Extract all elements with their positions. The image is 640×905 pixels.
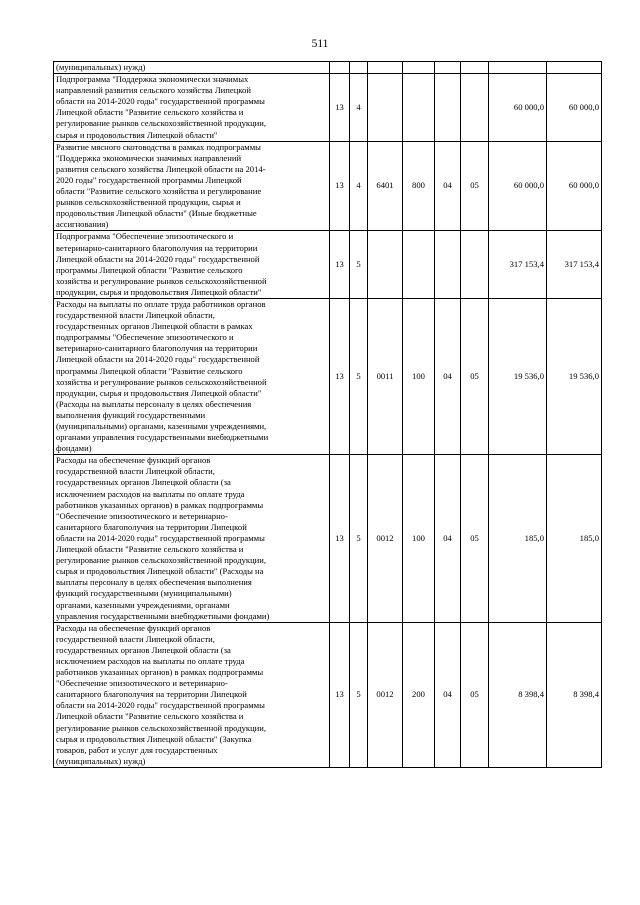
description-line: Подпрограмма "Обеспечение эпизоотического и xyxy=(56,231,234,242)
description-line: Развитие мясного скотоводства в рамках подпрограммы xyxy=(56,141,261,152)
description-line: работников указанных органов) в рамках подпрограммы xyxy=(56,499,264,510)
amount-cell-1: 317 153,4 xyxy=(489,231,547,299)
description-line: фондами) xyxy=(56,443,92,454)
amount-cell-1 xyxy=(489,62,547,74)
description-line: области "Развитие сельского хозяйства и регулирование xyxy=(56,186,262,197)
description-line: государственных органов Липецкой области (за xyxy=(56,644,231,655)
subchapter-code-cell: 05 xyxy=(461,141,489,231)
amount-cell-1: 185,0 xyxy=(489,455,547,622)
description-line: Липецкой области "Развитие сельского хозяйства и xyxy=(56,544,244,555)
description-line: области на 2014-2020 годы" государственной программы xyxy=(56,532,265,543)
description-line: сырья и продовольствия Липецкой области" xyxy=(56,129,218,140)
description-line: (муниципальных) нужд) xyxy=(56,62,146,72)
description-line: (муниципальных) нужд) xyxy=(56,755,146,766)
page-number: 511 xyxy=(311,38,329,50)
chapter-code-cell: 04 xyxy=(435,141,461,231)
subsection-code-cell: 5 xyxy=(350,298,368,454)
subsection-code-cell: 5 xyxy=(350,455,368,622)
description-line: программы Липецкой области "Развитие сельского xyxy=(56,365,243,376)
description-line: санитарного благополучия на территории Липецкой xyxy=(56,521,247,532)
description-line: Липецкой области "Развитие сельского хозяйства и xyxy=(56,107,244,118)
amount-cell-1: 8 398,4 xyxy=(489,622,547,767)
subchapter-code-cell: 05 xyxy=(461,298,489,454)
section-code-cell: 13 xyxy=(330,298,350,454)
description-line: Подпрограмма "Поддержка экономически значимых xyxy=(56,74,249,85)
chapter-code-cell: 04 xyxy=(435,455,461,622)
amount-cell-2: 60 000,0 xyxy=(547,141,602,231)
amount-cell-1: 60 000,0 xyxy=(489,74,547,142)
description-line: "Поддержка экономически значимых направлений xyxy=(56,152,242,163)
amount-cell-2 xyxy=(547,62,602,74)
description-line: 2020 годы" государственной программы Липецкой xyxy=(56,174,242,185)
amount-cell-1: 19 536,0 xyxy=(489,298,547,454)
description-line: продукции, сырья и продовольствия Липецкой области" xyxy=(56,286,262,297)
description-line: (муниципальными) органами, казенными учреждениями, xyxy=(56,421,267,431)
description-line: ветеринарно-санитарного благополучия на территории xyxy=(56,242,258,253)
description-line: Липецкой области "Развитие сельского хозяйства и xyxy=(56,711,244,722)
expense-type-cell: 100 xyxy=(403,455,435,622)
table-row xyxy=(54,62,602,74)
target-article-cell: 0012 xyxy=(368,455,403,622)
description-line: сырья и продовольствия Липецкой области" (Закупка xyxy=(56,733,252,744)
table-row xyxy=(54,455,602,622)
description-line: государственной власти Липецкой области, xyxy=(56,633,215,644)
description-line: функций государственными (муниципальными) xyxy=(56,588,232,599)
expense-type-cell: 200 xyxy=(403,622,435,767)
description-cell xyxy=(54,298,330,454)
description-line: ветеринарно-санитарного благополучия на территории xyxy=(56,343,258,354)
subsection-code-cell: 5 xyxy=(350,622,368,767)
description-line: ассигнования) xyxy=(56,219,109,230)
section-code-cell: 13 xyxy=(330,455,350,622)
target-article-cell: 6401 xyxy=(368,141,403,231)
amount-cell-2: 60 000,0 xyxy=(547,74,602,142)
description-cell xyxy=(54,231,330,299)
description-line: развития сельского хозяйства Липецкой области на 2014- xyxy=(56,163,266,174)
amount-cell-2: 185,0 xyxy=(547,455,602,622)
description-line: Расходы на обеспечение функций органов xyxy=(56,455,211,466)
description-line: государственной власти Липецкой области, xyxy=(56,310,215,321)
target-article-cell: 0011 xyxy=(368,298,403,454)
description-line: направлений развития сельского хозяйства Липецкой xyxy=(56,85,251,96)
chapter-code-cell: 04 xyxy=(435,298,461,454)
target-article-cell xyxy=(368,231,403,299)
subchapter-code-cell: 05 xyxy=(461,622,489,767)
description-line: выплаты персоналу в целях обеспечения выполнения xyxy=(56,577,252,588)
description-line: "Обеспечение эпизоотического и ветеринарно- xyxy=(56,510,228,521)
expense-type-cell xyxy=(403,62,435,74)
amount-cell-2: 8 398,4 xyxy=(547,622,602,767)
description-line: Липецкой области на 2014-2020 годы" государственной xyxy=(56,253,260,264)
section-code-cell xyxy=(330,62,350,74)
description-line: государственных органов Липецкой области (за xyxy=(56,477,231,488)
description-line: работников указанных органов) в рамках подпрограммы xyxy=(56,667,264,678)
description-line: выполнения функций государственными xyxy=(56,409,206,420)
description-line: исключением расходов на выплаты по оплате труда xyxy=(56,488,245,499)
description-line: государственных органов Липецкой области в рамках xyxy=(56,321,253,332)
chapter-code-cell: 04 xyxy=(435,622,461,767)
description-line: управления государственными внебюджетными фондами) xyxy=(56,610,270,621)
description-line: органами, казенными учреждениями, органами xyxy=(56,599,230,610)
description-line: Расходы на выплаты по оплате труда работников органов xyxy=(56,298,266,309)
description-line: регулирование рынков сельскохозяйственной продукции, xyxy=(56,722,267,733)
description-line: органами управления государственными внебюджетными xyxy=(56,432,269,443)
description-line: области на 2014-2020 годы" государственной программы xyxy=(56,700,265,711)
description-line: Липецкой области на 2014-2020 годы" государственной xyxy=(56,354,260,365)
description-line: хозяйства и регулирование рынков сельскохозяйственной xyxy=(56,376,267,387)
table-row xyxy=(54,231,602,299)
description-line: товаров, работ и услуг для государственных xyxy=(56,744,218,755)
description-line: государственной власти Липецкой области, xyxy=(56,466,215,477)
subsection-code-cell: 5 xyxy=(350,231,368,299)
description-line: регулирование рынков сельскохозяйственной продукции, xyxy=(56,555,267,566)
table-body xyxy=(54,62,602,768)
chapter-code-cell xyxy=(435,62,461,74)
description-cell xyxy=(54,141,330,231)
expense-type-cell: 100 xyxy=(403,298,435,454)
budget-table xyxy=(53,61,602,768)
target-article-cell xyxy=(368,62,403,74)
expense-type-cell xyxy=(403,74,435,142)
chapter-code-cell xyxy=(435,231,461,299)
description-line: исключением расходов на выплаты по оплате труда xyxy=(56,655,245,666)
description-line: "Обеспечение эпизоотического и ветеринарно- xyxy=(56,678,228,689)
chapter-code-cell xyxy=(435,74,461,142)
subsection-code-cell: 4 xyxy=(350,74,368,142)
description-cell xyxy=(54,455,330,622)
amount-cell-2: 317 153,4 xyxy=(547,231,602,299)
section-code-cell: 13 xyxy=(330,622,350,767)
subchapter-code-cell xyxy=(461,231,489,299)
target-article-cell: 0012 xyxy=(368,622,403,767)
table-row xyxy=(54,74,602,142)
expense-type-cell xyxy=(403,231,435,299)
description-line: хозяйства и регулирование рынков сельскохозяйственной xyxy=(56,275,267,286)
description-line: подпрограммы "Обеспечение эпизоотического и xyxy=(56,332,234,343)
amount-cell-2: 19 536,0 xyxy=(547,298,602,454)
description-line: рынков сельскохозяйственной продукции, сырья и xyxy=(56,197,241,208)
description-cell xyxy=(54,74,330,142)
description-line: продовольствия Липецкой области" (Иные бюджетные xyxy=(56,208,257,219)
subchapter-code-cell xyxy=(461,62,489,74)
section-code-cell: 13 xyxy=(330,74,350,142)
target-article-cell xyxy=(368,74,403,142)
section-code-cell: 13 xyxy=(330,141,350,231)
description-line: санитарного благополучия на территории Липецкой xyxy=(56,689,247,700)
description-cell xyxy=(54,622,330,767)
description-line: (Расходы на выплаты персоналу в целях обеспечения xyxy=(56,398,252,409)
subchapter-code-cell: 05 xyxy=(461,455,489,622)
expense-type-cell: 800 xyxy=(403,141,435,231)
description-line: Расходы на обеспечение функций органов xyxy=(56,622,211,633)
description-cell xyxy=(54,62,330,74)
description-line: продукции, сырья и продовольствия Липецкой области" xyxy=(56,387,262,398)
subchapter-code-cell xyxy=(461,74,489,142)
subsection-code-cell: 4 xyxy=(350,141,368,231)
table-row xyxy=(54,298,602,454)
table-row xyxy=(54,622,602,767)
description-line: области на 2014-2020 годы" государственной программы xyxy=(56,96,265,107)
table-row xyxy=(54,141,602,231)
subsection-code-cell xyxy=(350,62,368,74)
amount-cell-1: 60 000,0 xyxy=(489,141,547,231)
section-code-cell: 13 xyxy=(330,231,350,299)
description-line: программы Липецкой области "Развитие сельского xyxy=(56,264,243,275)
description-line: сырья и продовольствия Липецкой области" (Расходы на xyxy=(56,566,264,577)
description-line: регулирование рынков сельскохозяйственной продукции, xyxy=(56,118,267,129)
